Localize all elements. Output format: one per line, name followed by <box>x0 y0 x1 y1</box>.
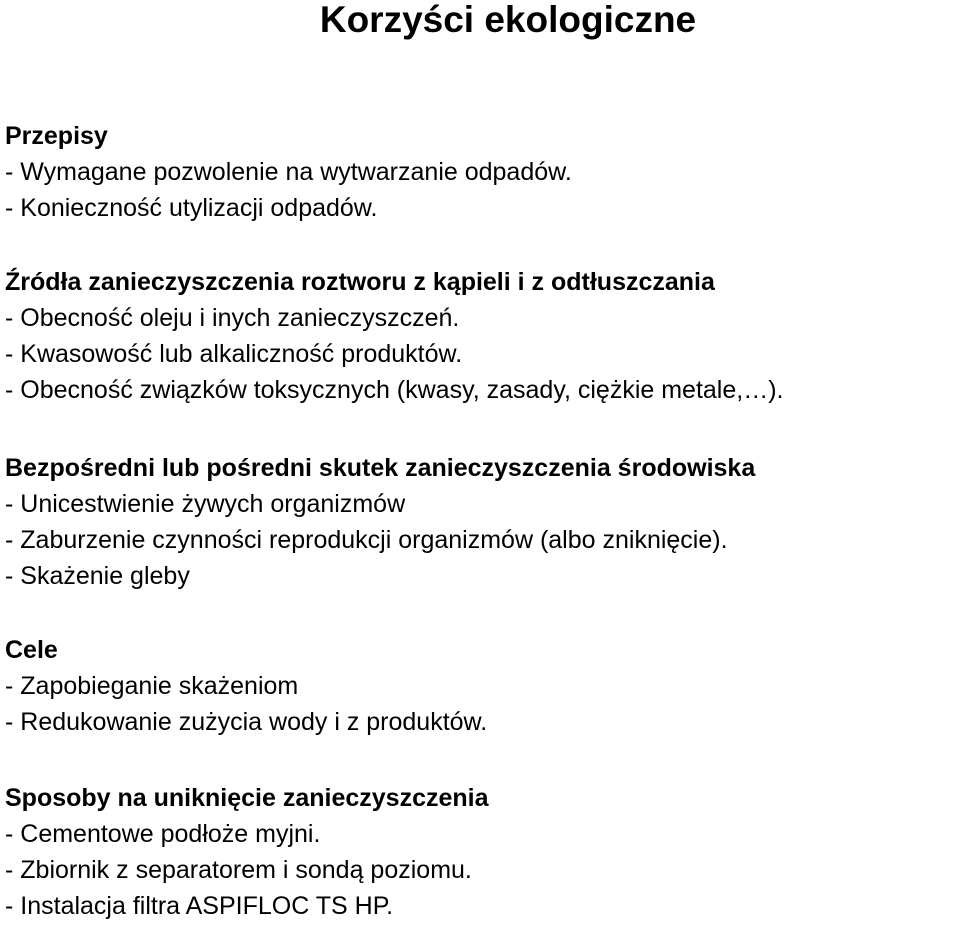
section-przepisy <box>5 118 955 226</box>
list-item: - Zapobieganie skażeniom <box>5 672 299 700</box>
list-item: - Obecność oleju i inych zanieczyszczeń. <box>5 304 460 332</box>
list-item: - Wymagane pozwolenie na wytwarzanie odpadów. <box>5 158 572 186</box>
list-item: - Obecność związków toksycznych (kwasy, zasady, ciężkie metale,…). <box>5 376 784 404</box>
list-item: - Skażenie gleby <box>5 562 190 590</box>
section-heading: Przepisy <box>5 122 108 150</box>
list-item: - Unicestwienie żywych organizmów <box>5 490 406 518</box>
list-item: - Konieczność utylizacji odpadów. <box>5 194 378 222</box>
list-item: - Instalacja filtra ASPIFLOC TS HP. <box>5 892 394 920</box>
section-cele <box>5 632 955 740</box>
section-heading: Źródła zanieczyszczenia roztworu z kąpieli i z odtłuszczania <box>5 268 715 296</box>
list-item: - Redukowanie zużycia wody i z produktów. <box>5 708 488 736</box>
list-item: - Zaburzenie czynności reprodukcji organizmów (albo zniknięcie). <box>5 526 728 554</box>
section-heading: Sposoby na uniknięcie zanieczyszczenia <box>5 784 489 812</box>
section-heading: Bezpośredni lub pośredni skutek zanieczyszczenia środowiska <box>5 454 756 482</box>
list-item: - Kwasowość lub alkaliczność produktów. <box>5 340 463 368</box>
section-skutek-zanieczyszczenia <box>5 450 955 594</box>
section-heading: Cele <box>5 636 58 664</box>
page-title: Korzyści ekologiczne <box>319 0 697 40</box>
list-item: - Cementowe podłoże myjni. <box>5 820 321 848</box>
section-sposoby <box>5 780 955 924</box>
list-item: - Zbiornik z separatorem i sondą poziomu. <box>5 856 472 884</box>
section-zrodla-zanieczyszczenia <box>5 264 955 408</box>
